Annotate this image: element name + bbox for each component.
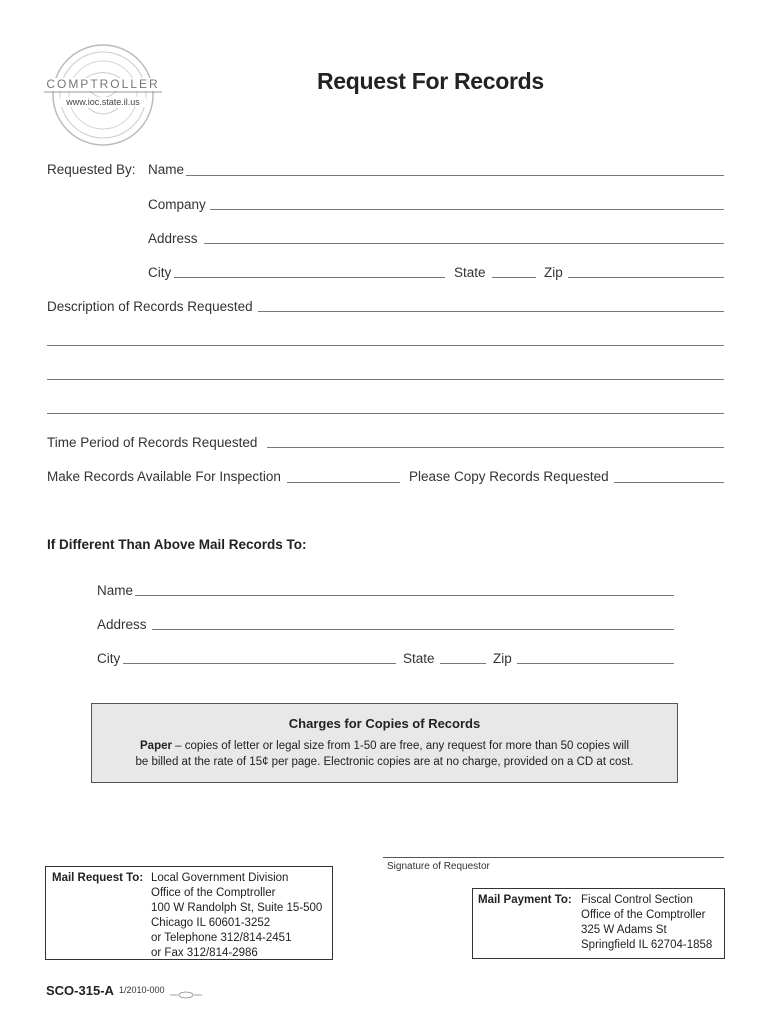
mail-payment-label: Mail Payment To:: [478, 894, 572, 906]
copy-label: Please Copy Records Requested: [409, 469, 609, 484]
time-period-label: Time Period of Records Requested: [47, 435, 258, 450]
description-label: Description of Records Requested: [47, 299, 253, 314]
alt-city-label: City: [97, 651, 121, 666]
mail-request-line: Chicago IL 60601-3252: [151, 917, 271, 929]
mail-payment-line: Springfield IL 62704-1858: [581, 939, 713, 951]
mail-request-label: Mail Request To:: [52, 872, 144, 884]
alt-zip-field[interactable]: [517, 663, 674, 664]
charges-line-2: be billed at the rate of 15¢ per page. Electronic copies are at no charge, provided on a CD at cost.: [135, 756, 634, 768]
inspection-field[interactable]: [287, 482, 400, 483]
printer-bug-icon: [170, 986, 202, 1004]
mail-request-line: 100 W Randolph St, Suite 15-500: [151, 902, 323, 914]
seal-brand-text: COMPTROLLER: [44, 78, 162, 91]
description-field-line-1[interactable]: [258, 311, 724, 312]
charges-line-1: – copies of letter or legal size from 1-50 are free, any request for more than 50 copies will: [171, 740, 629, 752]
alt-zip-label: Zip: [493, 651, 512, 666]
time-period-field[interactable]: [267, 447, 724, 448]
mail-request-line: or Telephone 312/814-2451: [151, 932, 292, 944]
mail-request-line: or Fax 312/814-2986: [151, 947, 258, 959]
state-field[interactable]: [492, 277, 536, 278]
city-label: City: [148, 265, 172, 280]
address-field[interactable]: [204, 243, 724, 244]
paper-label: Paper: [140, 740, 172, 752]
seal-icon: [38, 40, 168, 150]
seal-url-text: www.ioc.state.il.us: [60, 97, 146, 107]
alt-name-label: Name: [97, 583, 134, 598]
inspection-label: Make Records Available For Inspection: [47, 469, 281, 484]
page-title: Request For Records: [317, 68, 544, 94]
state-label: State: [454, 265, 486, 280]
charges-title: Charges for Copies of Records: [288, 716, 481, 731]
signature-label: Signature of Requestor: [387, 861, 490, 872]
form-number: SCO-315-A: [46, 983, 114, 998]
mail-request-box: [45, 866, 333, 960]
copy-field[interactable]: [614, 482, 724, 483]
description-field-line-2[interactable]: [47, 345, 724, 346]
mail-payment-line: Office of the Comptroller: [581, 909, 706, 921]
company-field[interactable]: [210, 209, 724, 210]
mail-payment-line: 325 W Adams St: [581, 924, 667, 936]
company-label: Company: [148, 197, 206, 212]
mail-payment-address: [581, 893, 712, 953]
alt-address-label: Address: [97, 617, 147, 632]
mail-payment-box: [472, 888, 725, 959]
description-field-line-3[interactable]: [47, 379, 724, 380]
city-field[interactable]: [174, 277, 445, 278]
comptroller-seal: [38, 40, 168, 150]
name-label: Name: [148, 162, 185, 177]
alt-state-field[interactable]: [440, 663, 486, 664]
zip-field[interactable]: [568, 277, 724, 278]
name-field[interactable]: [186, 175, 724, 176]
requested-by-label: Requested By:: [47, 162, 136, 177]
mail-request-address: [151, 871, 322, 961]
zip-label: Zip: [544, 265, 563, 280]
alt-mail-heading: If Different Than Above Mail Records To:: [47, 537, 307, 552]
mail-request-line: Local Government Division: [151, 872, 289, 884]
alt-state-label: State: [403, 651, 435, 666]
alt-address-field[interactable]: [152, 629, 674, 630]
charges-text: [92, 738, 677, 770]
alt-city-field[interactable]: [123, 663, 396, 664]
mail-payment-line: Fiscal Control Section: [581, 894, 693, 906]
description-field-line-4[interactable]: [47, 413, 724, 414]
signature-field[interactable]: [383, 857, 724, 858]
address-label: Address: [148, 231, 198, 246]
alt-name-field[interactable]: [135, 595, 674, 596]
form-revision: 1/2010-000: [119, 985, 165, 995]
charges-box: [91, 703, 678, 783]
mail-request-line: Office of the Comptroller: [151, 887, 276, 899]
